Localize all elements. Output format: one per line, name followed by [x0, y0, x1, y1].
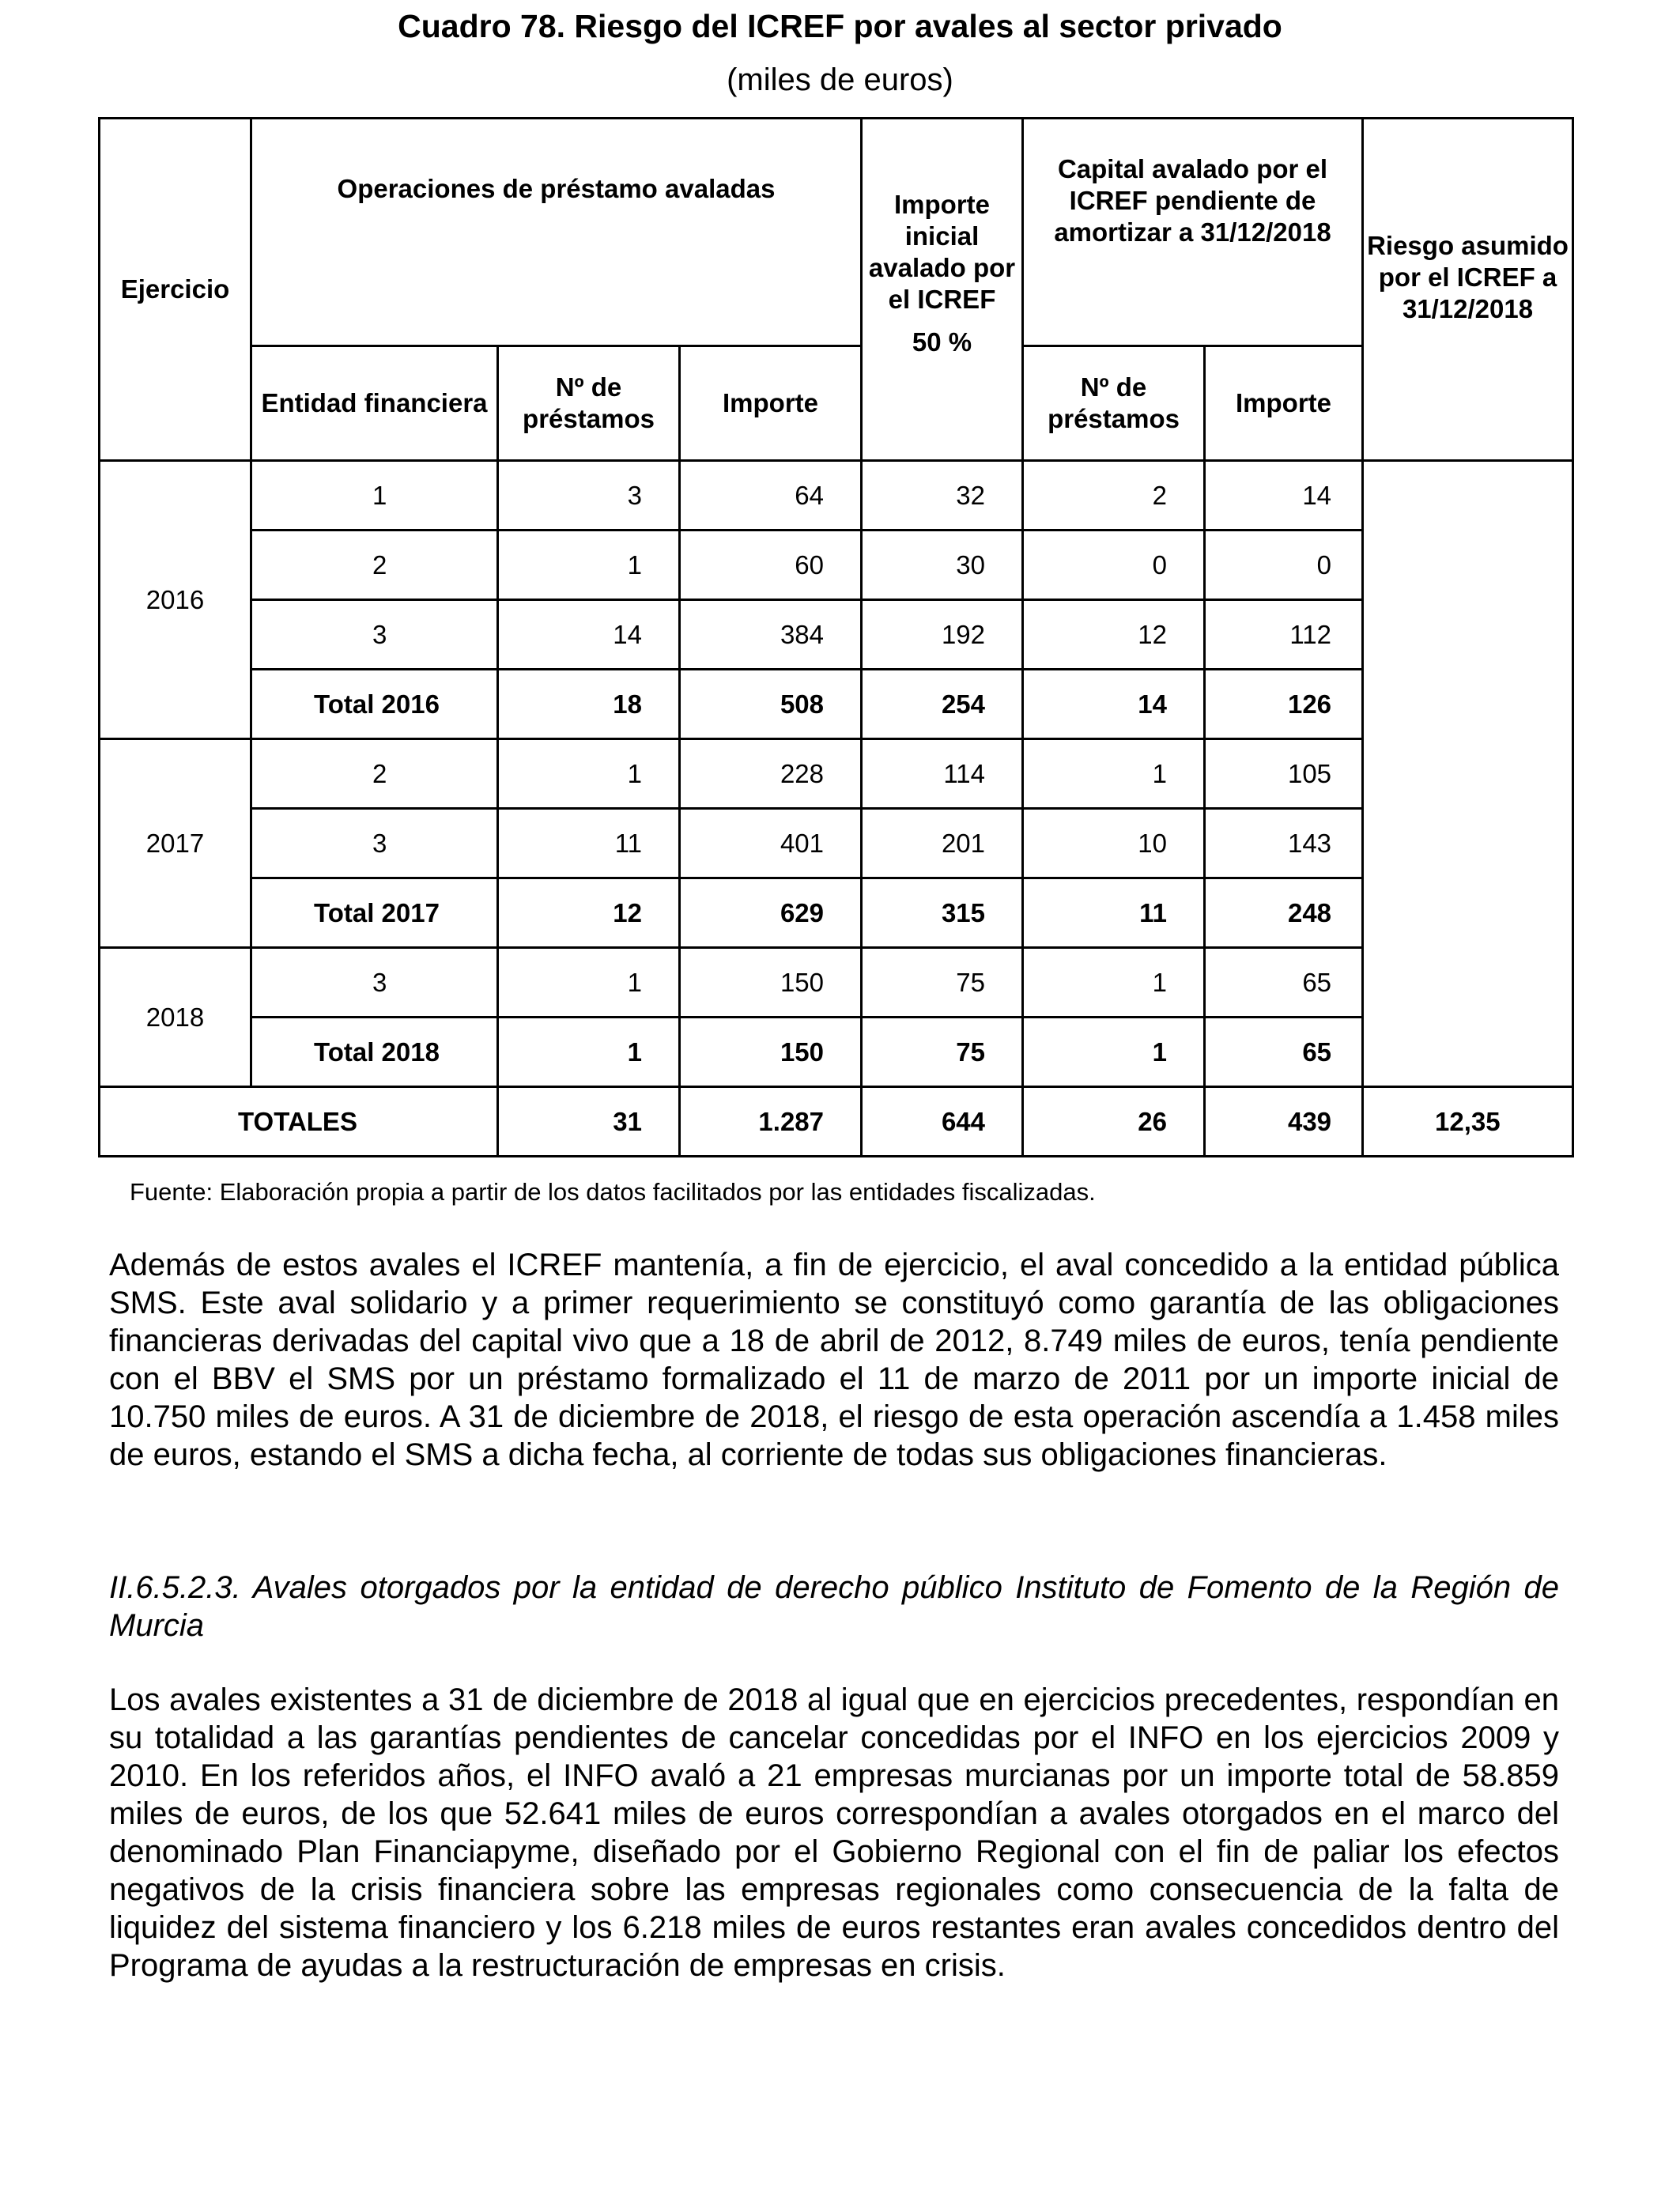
paragraph-info-avales: Los avales existentes a 31 de diciembre de 2018 al igual que en ejercicios precedentes, respondían en su totalidad a las garantías pendientes de cancelar concedidas por el INFO en los ejercicios 2009 y 2010. En los referidos años, el INFO avaló a 21 empresas murcianas por un importe total de 58.859 miles de euros, de los que 52.641 miles de euros correspondían a avales otorgados en el marco del denominado Plan Financiapyme, diseñado por el Gobierno Regional con el fin de paliar los efectos negativos de la crisis financiera sobre las empresas regionales como consecuencia de la falta de liquidez del sistema financiero y los 6.218 miles de euros restantes eran avales concedidos dentro del Programa de ayudas a la restructuración de empresas en crisis. [109, 1682, 1559, 1983]
importe-cell: 228 [680, 739, 862, 809]
importe-cell: 150 [680, 948, 862, 1018]
importe-pendiente-cell: 0 [1205, 531, 1363, 600]
header-entidad: Entidad financiera [251, 346, 498, 461]
riesgo-total-cell: 12,35 [1363, 1087, 1573, 1157]
n-prestamos-cell: 11 [498, 809, 680, 878]
header-riesgo: Riesgo asumido por el ICREF a 31/12/2018 [1363, 119, 1573, 461]
table-source-note: Fuente: Elaboración propia a partir de los datos facilitados por las entidades fiscalizadas. [130, 1178, 1096, 1206]
importe-inicial-cell: 192 [862, 600, 1023, 670]
importe-cell: 150 [680, 1018, 862, 1087]
year-cell: 2016 [100, 461, 251, 739]
entidad-cell: 3 [251, 809, 498, 878]
importe-inicial-cell: 315 [862, 878, 1023, 948]
subtotal-row [100, 1018, 1573, 1087]
n-prestamos-pendiente-cell: 2 [1023, 461, 1205, 531]
header-operaciones: Operaciones de préstamo avaladas [251, 119, 862, 346]
n-prestamos-pendiente-cell: 1 [1023, 1018, 1205, 1087]
entidad-cell: 1 [251, 461, 498, 531]
importe-pendiente-cell: 143 [1205, 809, 1363, 878]
importe-cell: 384 [680, 600, 862, 670]
header-importe-inicial [862, 119, 1023, 461]
entidad-cell: 3 [251, 600, 498, 670]
header-percentage: 50 % [912, 327, 972, 357]
header-capital: Capital avalado por el ICREF pendiente de amortizar a 31/12/2018 [1023, 119, 1363, 346]
n-prestamos-cell: 3 [498, 461, 680, 531]
n-prestamos-pendiente-cell: 26 [1023, 1087, 1205, 1157]
riesgo-cell [1363, 948, 1573, 1087]
importe-inicial-cell: 114 [862, 739, 1023, 809]
importe-cell: 64 [680, 461, 862, 531]
header-importe-pendiente: Importe [1205, 346, 1363, 461]
riesgo-cell [1363, 739, 1573, 948]
paragraph-icref-sms: Además de estos avales el ICREF mantenía, a fin de ejercicio, el aval concedido a la entidad pública SMS. Este aval solidario y a primer requerimiento se constituyó como garantía de las obligaciones financieras derivadas del capital vivo que a 18 de abril de 2012, 8.749 miles de euros, tenía pendiente con el BBV el SMS por un préstamo formalizado el 11 de marzo de 2011 por un importe inicial de 10.750 miles de euros. A 31 de diciembre de 2018, el riesgo de esta operación ascendía a 1.458 miles de euros, estando el SMS a dicha fecha, al corriente de todas sus obligaciones financieras. [109, 1248, 1559, 1472]
importe-pendiente-cell: 439 [1205, 1087, 1363, 1157]
table-row [100, 948, 1573, 1018]
entidad-cell: 3 [251, 948, 498, 1018]
table-row [100, 809, 1573, 878]
header-ejercicio: Ejercicio [100, 119, 251, 461]
importe-inicial-cell: 75 [862, 948, 1023, 1018]
importe-cell: 508 [680, 670, 862, 739]
header-n-prestamos-pendiente: Nº de préstamos [1023, 346, 1205, 461]
importe-pendiente-cell: 248 [1205, 878, 1363, 948]
n-prestamos-pendiente-cell: 12 [1023, 600, 1205, 670]
entidad-cell: 2 [251, 739, 498, 809]
n-prestamos-cell: 1 [498, 1018, 680, 1087]
table-row [100, 461, 1573, 531]
importe-inicial-cell: 254 [862, 670, 1023, 739]
year-cell: 2017 [100, 739, 251, 948]
n-prestamos-cell: 14 [498, 600, 680, 670]
importe-cell: 1.287 [680, 1087, 862, 1157]
table-title: Cuadro 78. Riesgo del ICREF por avales al sector privado [398, 8, 1282, 44]
table-subtitle: (miles de euros) [727, 62, 953, 97]
importe-cell: 401 [680, 809, 862, 878]
importe-inicial-cell: 644 [862, 1087, 1023, 1157]
totals-label: TOTALES [100, 1087, 498, 1157]
n-prestamos-pendiente-cell: 10 [1023, 809, 1205, 878]
importe-pendiente-cell: 65 [1205, 1018, 1363, 1087]
n-prestamos-pendiente-cell: 14 [1023, 670, 1205, 739]
n-prestamos-pendiente-cell: 1 [1023, 948, 1205, 1018]
totals-row [100, 1087, 1573, 1157]
n-prestamos-cell: 1 [498, 531, 680, 600]
n-prestamos-cell: 1 [498, 948, 680, 1018]
importe-inicial-cell: 32 [862, 461, 1023, 531]
n-prestamos-pendiente-cell: 0 [1023, 531, 1205, 600]
n-prestamos-pendiente-cell: 1 [1023, 739, 1205, 809]
n-prestamos-cell: 1 [498, 739, 680, 809]
importe-pendiente-cell: 126 [1205, 670, 1363, 739]
header-importe-inicial-label: Importe inicial avalado por el ICREF [868, 190, 1016, 314]
subtotal-row [100, 878, 1573, 948]
importe-inicial-cell: 201 [862, 809, 1023, 878]
n-prestamos-cell: 18 [498, 670, 680, 739]
year-cell: 2018 [100, 948, 251, 1087]
importe-inicial-cell: 30 [862, 531, 1023, 600]
header-importe: Importe [680, 346, 862, 461]
entidad-cell: 2 [251, 531, 498, 600]
importe-cell: 60 [680, 531, 862, 600]
n-prestamos-pendiente-cell: 11 [1023, 878, 1205, 948]
table-row [100, 531, 1573, 600]
table-row [100, 739, 1573, 809]
importe-pendiente-cell: 14 [1205, 461, 1363, 531]
table-row [100, 600, 1573, 670]
n-prestamos-cell: 31 [498, 1087, 680, 1157]
importe-pendiente-cell: 105 [1205, 739, 1363, 809]
risk-table [98, 117, 1574, 1157]
importe-pendiente-cell: 65 [1205, 948, 1363, 1018]
entidad-cell: Total 2016 [251, 670, 498, 739]
importe-inicial-cell: 75 [862, 1018, 1023, 1087]
importe-cell: 629 [680, 878, 862, 948]
subtotal-row [100, 670, 1573, 739]
section-heading: II.6.5.2.3. Avales otorgados por la entidad de derecho público Instituto de Fomento de la Región de Murcia [109, 1570, 1559, 1643]
entidad-cell: Total 2018 [251, 1018, 498, 1087]
riesgo-cell [1363, 461, 1573, 739]
n-prestamos-cell: 12 [498, 878, 680, 948]
importe-pendiente-cell: 112 [1205, 600, 1363, 670]
entidad-cell: Total 2017 [251, 878, 498, 948]
header-n-prestamos: Nº de préstamos [498, 346, 680, 461]
